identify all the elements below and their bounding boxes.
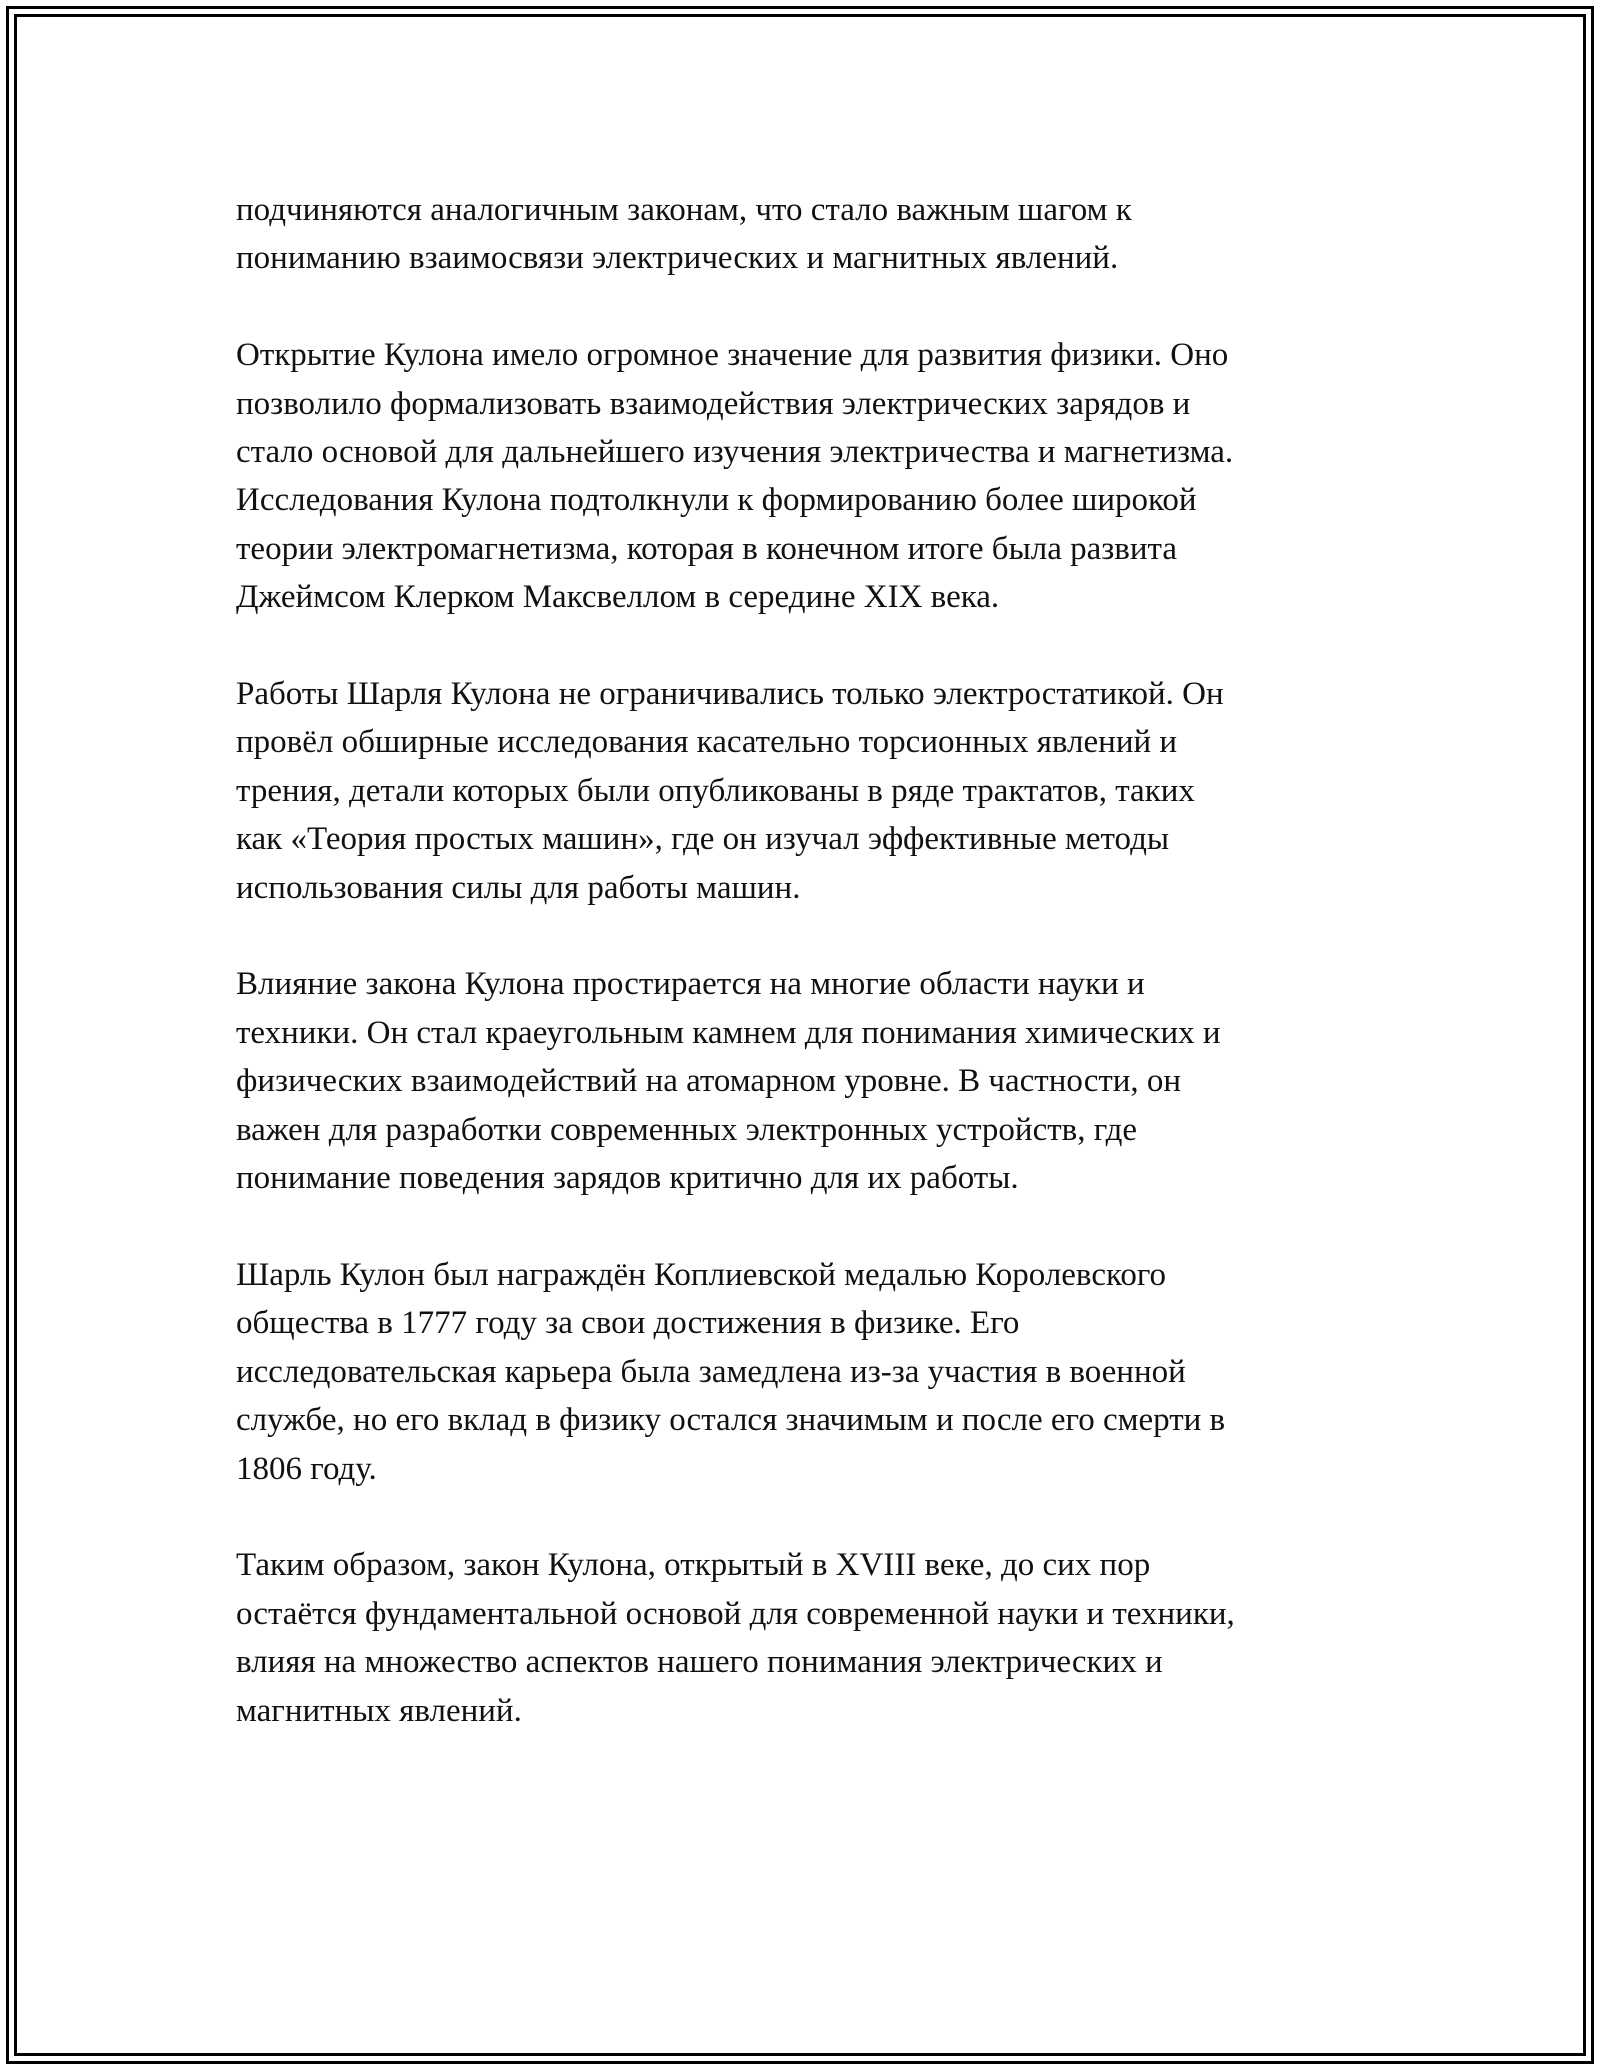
paragraph-1: подчиняются аналогичным законам, что стало важным шагом к пониманию взаимосвязи электрических и магнитных явлений. (236, 192, 1132, 277)
paragraph-4: Влияние закона Кулона простирается на многие области науки и техники. Он стал краеугольным камнем для понимания химических и физических взаимодействий на атомарном уровне. В частности, он важен для разработки современных электронных устройств, где понимание поведения зарядов критично для их работы. (236, 966, 1221, 1197)
paragraph-3: Работы Шарля Кулона не ограничивались только электростатикой. Он провёл обширные исследования касательно торсионных явлений и трения, детали которых были опубликованы в ряде трактатов, таких как «Теория простых машин», где он изучал эффективные методы использования силы для работы машин. (236, 676, 1224, 906)
paragraph-6: Таким образом, закон Кулона, открытый в XVIII веке, до сих пор остаётся фундаментальной основой для современной науки и техники, влияя на множество аспектов нашего понимания электрических и магнитных явлений. (236, 1547, 1235, 1729)
document-body (236, 186, 1366, 1735)
paragraph-2: Открытие Кулона имело огромное значение для развития физики. Оно позволило формализовать взаимодействия электрических зарядов и стало основой для дальнейшего изучения электричества и магнетизма. Исследования Кулона подтолкнули к формированию более широкой теории электромагнетизма, которая в конечном итоге была развита Джеймсом Клерком Максвеллом в середине XIX века. (236, 337, 1234, 616)
paragraph-5: Шарль Кулон был награждён Коплиевской медалью Королевского общества в 1777 году за свои достижения в физике. Его исследовательская карьера была замедлена из-за участия в военной службе, но его вклад в физику остался значимым и после его смерти в 1806 году. (236, 1256, 1226, 1487)
